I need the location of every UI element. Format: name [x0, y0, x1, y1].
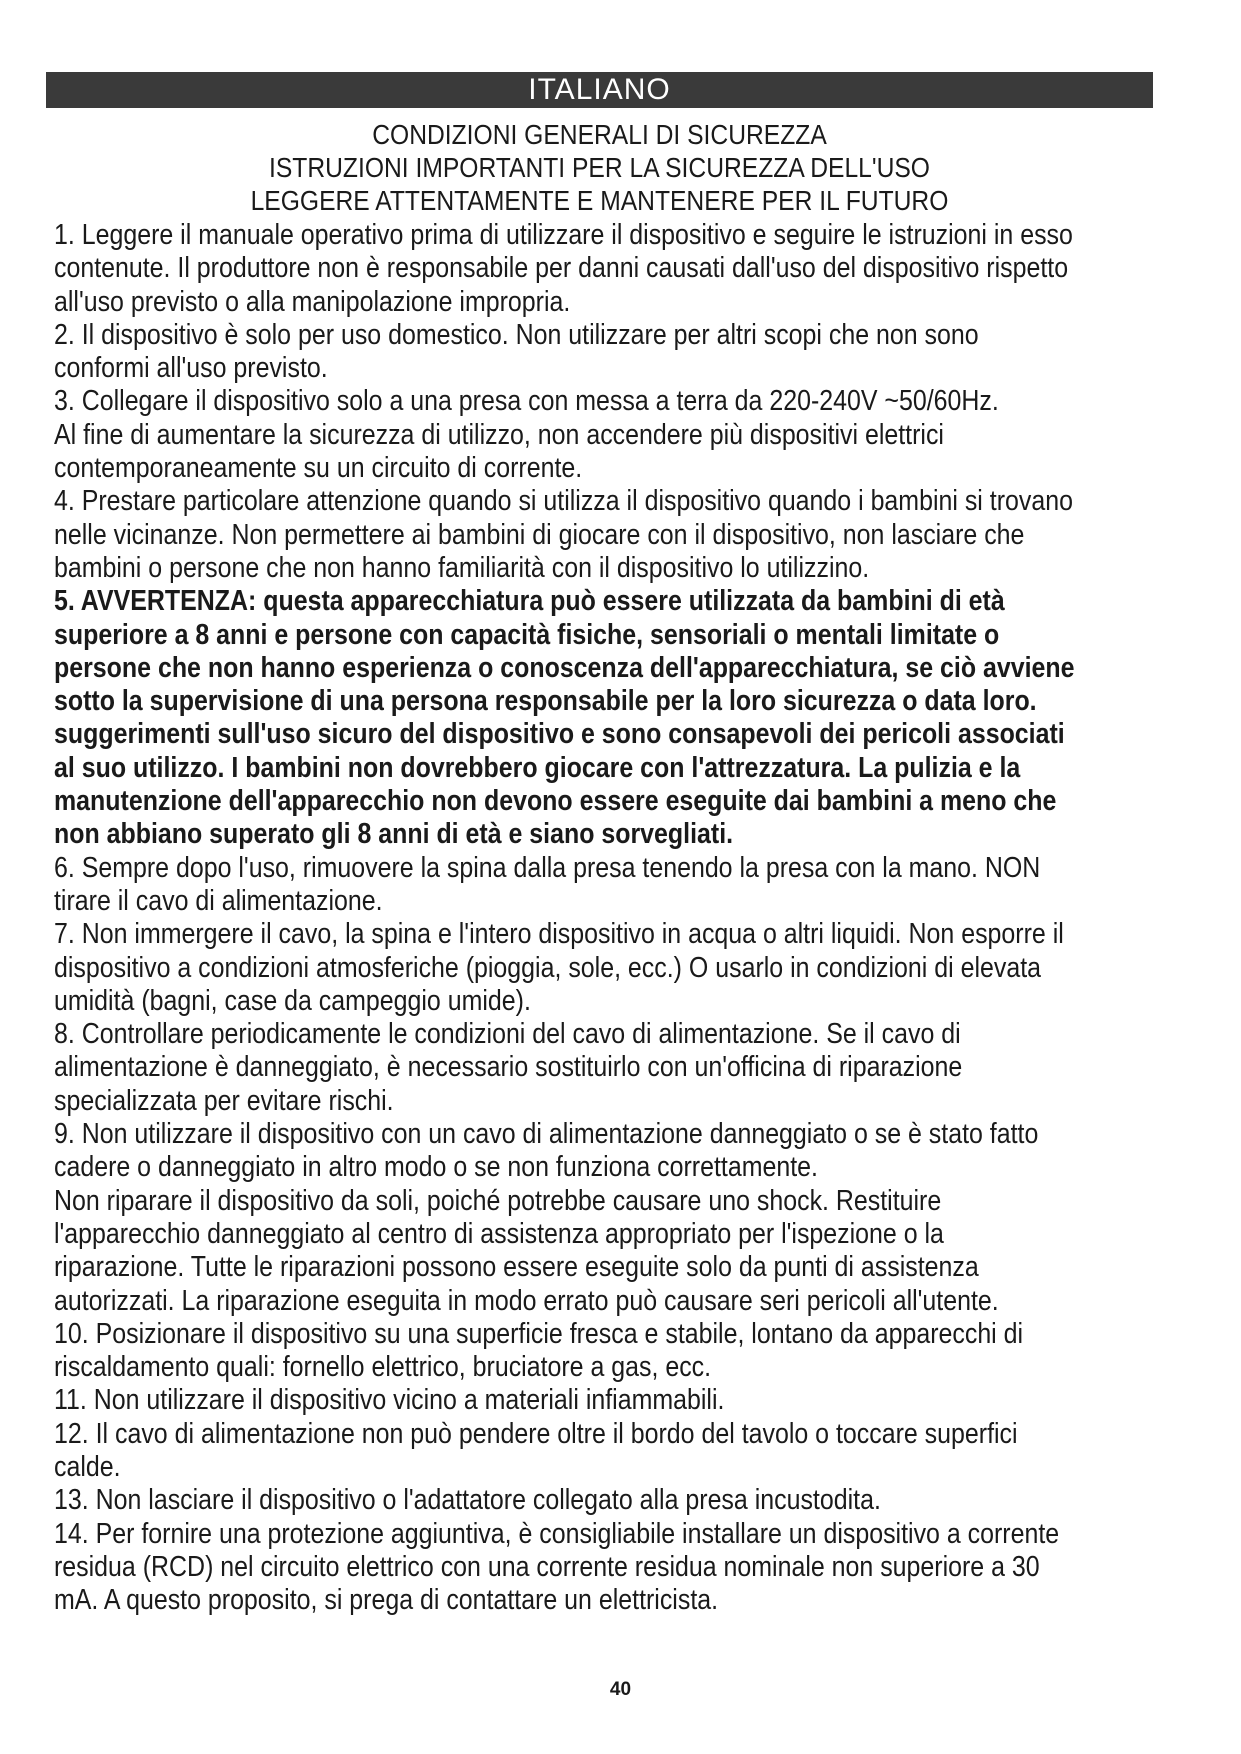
language-header-bar — [46, 72, 1153, 108]
instruction-paragraph — [54, 852, 1129, 919]
instruction-paragraph — [54, 1384, 1129, 1417]
instruction-paragraph — [54, 485, 1129, 585]
instruction-line: alimentazione è danneggiato, è necessario sostituirlo con un'officina di riparazione — [54, 1051, 963, 1084]
instruction-paragraph — [54, 1484, 1129, 1517]
instruction-paragraph — [54, 385, 1129, 485]
instruction-line: superiore a 8 anni e persone con capacità fisiche, sensoriali o mentali limitate o — [54, 618, 1000, 651]
instruction-line: 1. Leggere il manuale operativo prima di utilizzare il dispositivo e seguire le istruzioni in esso — [54, 219, 1073, 251]
instruction-line: contenute. Il produttore non è responsabile per danni causati dall'uso del dispositivo rispetto — [54, 252, 1069, 285]
safety-instructions-body — [54, 219, 1129, 1617]
instruction-line: 2. Il dispositivo è solo per uso domestico. Non utilizzare per altri scopi che non sono — [54, 318, 979, 351]
instruction-line: calde. — [54, 1450, 121, 1483]
instruction-line: 14. Per fornire una protezione aggiuntiva, è consigliabile installare un dispositivo a corrente — [54, 1517, 1060, 1550]
instruction-line: tirare il cavo di alimentazione. — [54, 884, 383, 917]
heading-general-safety: CONDIZIONI GENERALI DI SICUREZZA — [372, 119, 827, 150]
instruction-line: conformi all'uso previsto. — [54, 352, 328, 385]
instruction-line: manutenzione dell'apparecchio non devono essere eseguite dai bambini a meno che — [54, 785, 1057, 818]
instruction-line: specializzata per evitare rischi. — [54, 1084, 394, 1117]
instruction-line: suggerimenti sull'uso sicuro del dispositivo e sono consapevoli dei pericoli associati — [54, 718, 1065, 751]
instruction-line: riscaldamento quali: fornello elettrico, bruciatore a gas, ecc. — [54, 1351, 712, 1384]
instruction-line: all'uso previsto o alla manipolazione impropria. — [54, 285, 571, 318]
instruction-line: Non riparare il dispositivo da soli, poiché potrebbe causare uno shock. Restituire — [54, 1184, 942, 1217]
instruction-paragraph — [54, 1518, 1129, 1618]
instruction-line: residua (RCD) nel circuito elettrico con una corrente residua nominale non superiore a 30 — [54, 1550, 1040, 1583]
instruction-line: mA. A questo proposito, si prega di contattare un elettricista. — [54, 1584, 719, 1617]
instruction-line: Al fine di aumentare la sicurezza di utilizzo, non accendere più dispositivi elettrici — [54, 418, 944, 451]
instruction-line: sotto la supervisione di una persona responsabile per la loro sicurezza o data loro. — [54, 685, 1037, 718]
instruction-line: riparazione. Tutte le riparazioni possono essere eseguite solo da punti di assistenza — [54, 1251, 979, 1284]
instruction-paragraph — [54, 585, 1129, 851]
instruction-line: 7. Non immergere il cavo, la spina e l'intero dispositivo in acqua o altri liquidi. Non esporre il — [54, 918, 1064, 951]
instruction-line: bambini o persone che non hanno familiarità con il dispositivo lo utilizzino. — [54, 551, 870, 584]
instruction-line: contemporaneamente su un circuito di corrente. — [54, 452, 583, 485]
instruction-line: non abbiano superato gli 8 anni di età e siano sorvegliati. — [54, 818, 734, 851]
instruction-line: 11. Non utilizzare il dispositivo vicino a materiali infiammabili. — [54, 1384, 725, 1417]
instruction-line: al suo utilizzo. I bambini non dovrebbero giocare con l'attrezzatura. La pulizia e la — [54, 751, 1021, 784]
instruction-line: 6. Sempre dopo l'uso, rimuovere la spina dalla presa tenendo la presa con la mano. NON — [54, 851, 1041, 884]
instruction-line: 4. Prestare particolare attenzione quando si utilizza il dispositivo quando i bambini si trovano — [54, 485, 1073, 518]
instruction-line: l'apparecchio danneggiato al centro di assistenza appropriato per l'ispezione o la — [54, 1217, 944, 1250]
instruction-line: 10. Posizionare il dispositivo su una superficie fresca e stabile, lontano da apparecchi di — [54, 1317, 1024, 1350]
instruction-line: 8. Controllare periodicamente le condizioni del cavo di alimentazione. Se il cavo di — [54, 1018, 961, 1051]
instruction-paragraph — [54, 918, 1129, 1018]
page-number: 40 — [609, 1679, 632, 1700]
instruction-line: cadere o danneggiato in altro modo o se non funziona correttamente. — [54, 1151, 818, 1184]
heading-read-carefully: LEGGERE ATTENTAMENTE E MANTENERE PER IL FUTURO — [250, 185, 949, 216]
instruction-paragraph — [54, 1318, 1129, 1385]
instruction-line: 12. Il cavo di alimentazione non può pendere oltre il bordo del tavolo o toccare superfici — [54, 1417, 1018, 1450]
instruction-paragraph — [54, 1418, 1129, 1485]
heading-important-instructions: ISTRUZIONI IMPORTANTI PER LA SICUREZZA DELL'USO — [269, 152, 930, 183]
instruction-line: umidità (bagni, case da campeggio umide). — [54, 984, 531, 1017]
instruction-line: nelle vicinanze. Non permettere ai bambini di giocare con il dispositivo, non lasciare che — [54, 518, 1025, 551]
instruction-line: 3. Collegare il dispositivo solo a una presa con messa a terra da 220-240V ~50/60Hz. — [54, 385, 999, 418]
instruction-line: 5. AVVERTENZA: questa apparecchiatura può essere utilizzata da bambini di età — [54, 585, 1005, 618]
instruction-line: 9. Non utilizzare il dispositivo con un cavo di alimentazione danneggiato o se è stato fatto — [54, 1118, 1039, 1151]
section-headings — [112, 118, 1086, 217]
instruction-paragraph — [54, 319, 1129, 386]
instruction-line: persone che non hanno esperienza o conoscenza dell'apparecchiatura, se ciò avviene — [54, 651, 1075, 684]
instruction-paragraph — [54, 219, 1129, 319]
language-label: ITALIANO — [528, 73, 671, 106]
instruction-line: dispositivo a condizioni atmosferiche (pioggia, sole, ecc.) O usarlo in condizioni di elevata — [54, 951, 1042, 984]
instruction-paragraph — [54, 1118, 1129, 1318]
instruction-line: autorizzati. La riparazione eseguita in modo errato può causare seri pericoli all'utente. — [54, 1284, 999, 1317]
instruction-line: 13. Non lasciare il dispositivo o l'adattatore collegato alla presa incustodita. — [54, 1484, 881, 1517]
instruction-paragraph — [54, 1018, 1129, 1118]
